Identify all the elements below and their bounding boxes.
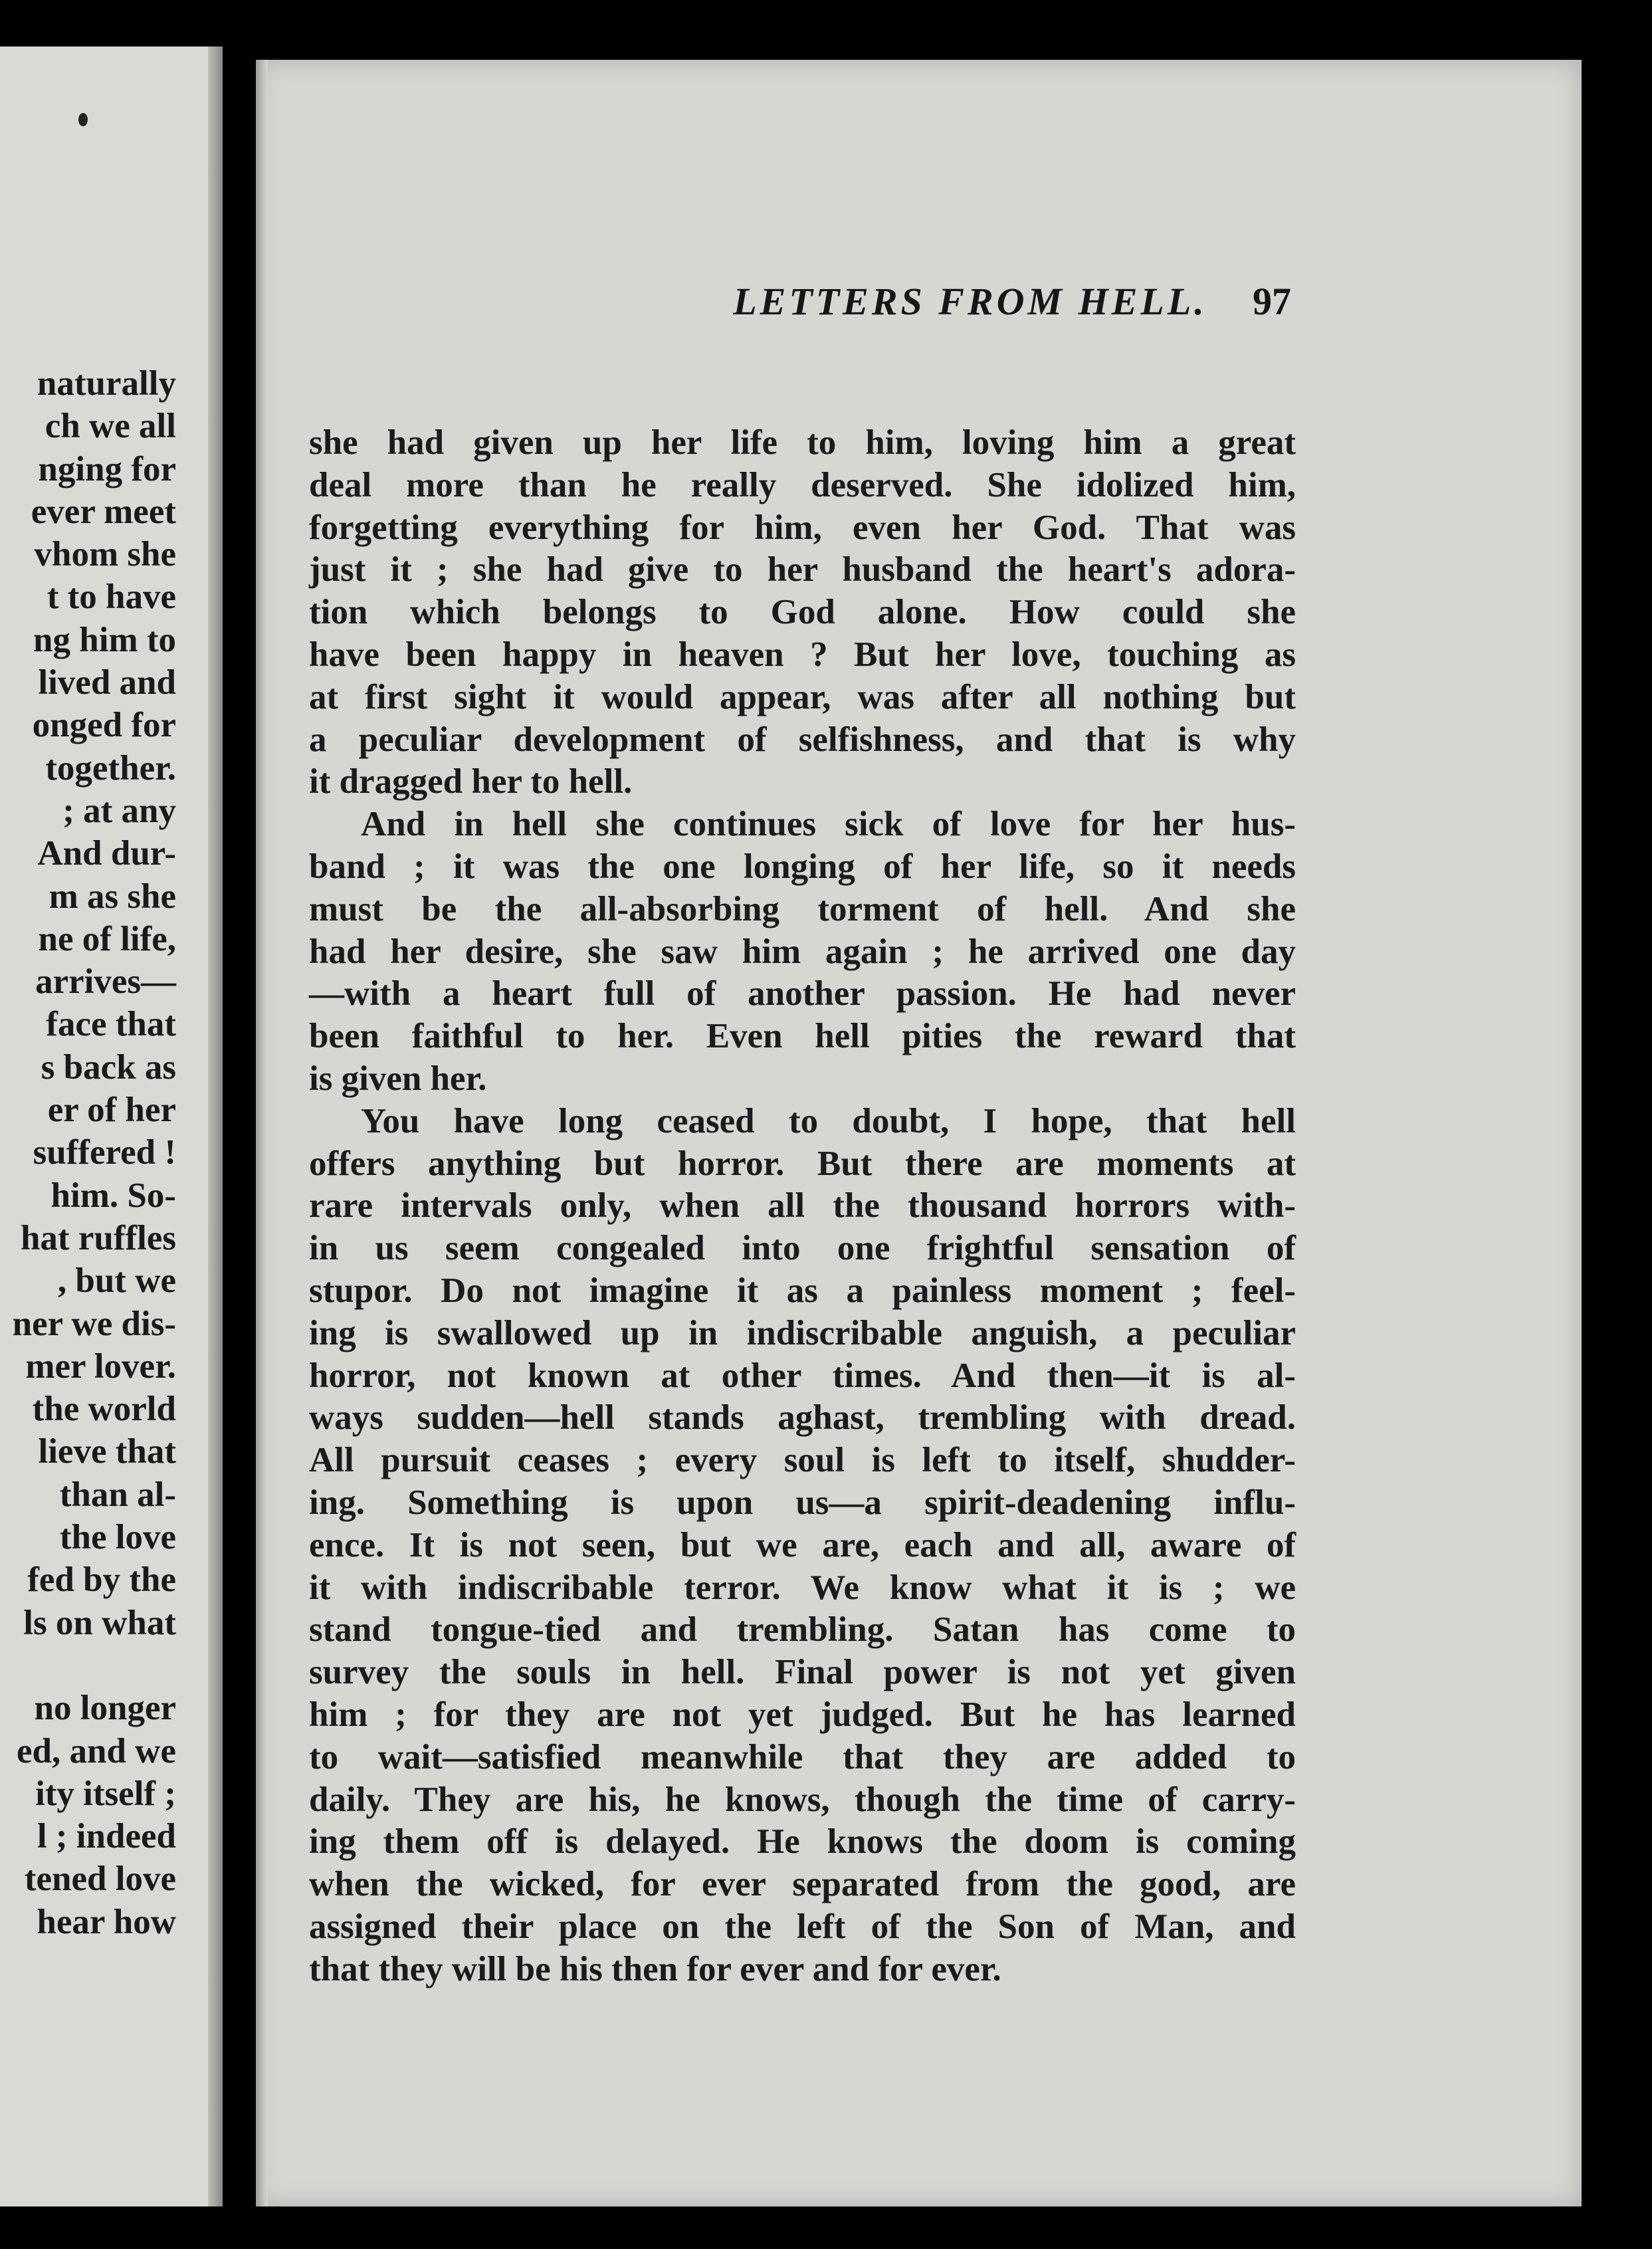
previous-page-line: , but we <box>57 1261 176 1301</box>
previous-page-line: hat ruffles <box>20 1218 176 1257</box>
text-line: a peculiar development of selfishness, and that is why <box>309 720 1296 759</box>
previous-page-line: nging for <box>38 449 176 488</box>
previous-page-line: ner we dis- <box>12 1304 176 1343</box>
previous-page-line: mer lover. <box>25 1346 176 1386</box>
previous-page-text <box>0 362 176 1943</box>
previous-page-line: m as she <box>49 877 176 916</box>
text-line: You have long ceased to doubt, I hope, that hell <box>361 1101 1296 1140</box>
text-line: him ; for they are not yet judged. But he has learned <box>309 1695 1296 1734</box>
text-line: stupor. Do not imagine it as a painless moment ; feel- <box>309 1271 1296 1310</box>
previous-page-line: ng him to <box>33 620 176 659</box>
previous-page-line: er of her <box>47 1091 176 1130</box>
previous-page-line: naturally <box>37 364 176 403</box>
previous-page-line <box>0 1644 176 1687</box>
text-line: have been happy in heaven ? But her love, touching as <box>309 635 1296 674</box>
text-line: to wait—satisfied meanwhile that they are added to <box>309 1737 1296 1776</box>
previous-page-line: no longer <box>34 1689 176 1728</box>
text-line: been faithful to her. Even hell pities the reward that <box>309 1017 1296 1056</box>
previous-page-line: ed, and we <box>16 1731 176 1770</box>
paragraph <box>309 422 1296 803</box>
text-line: it dragged her to hell. <box>309 762 633 802</box>
previous-page-line: t to have <box>47 578 176 617</box>
text-line: daily. They are his, he knows, though the time of carry- <box>309 1780 1296 1819</box>
text-line: in us seem congealed into one frightful sensation of <box>309 1229 1296 1268</box>
previous-page-line: ever meet <box>31 492 176 531</box>
text-line: just it ; she had give to her husband the heart's adora- <box>309 550 1296 589</box>
page-body-text <box>309 422 1296 1990</box>
page-gutter-shadow <box>208 47 223 2213</box>
book-page <box>256 60 1582 2206</box>
previous-page-line: him. So- <box>51 1176 176 1215</box>
previous-page-line: ls on what <box>23 1603 176 1642</box>
previous-page-line: And dur- <box>37 834 176 873</box>
text-line: offers anything but horror. But there are moments at <box>309 1144 1296 1183</box>
paragraph <box>309 1101 1296 1991</box>
text-line: band ; it was the one longing of her life, so it needs <box>309 847 1296 886</box>
ink-speck <box>78 113 88 126</box>
previous-page-fragment <box>0 47 223 2213</box>
previous-page-line: ne of life, <box>38 919 176 958</box>
text-line: must be the all-absorbing torment of hell. And she <box>309 889 1296 928</box>
text-line: All pursuit ceases ; every soul is left to itself, shudder- <box>309 1441 1296 1480</box>
text-line: ing. Something is upon us—a spirit-deadening influ- <box>309 1483 1296 1522</box>
text-line: tion which belongs to God alone. How could she <box>309 593 1296 632</box>
previous-page-line: than al- <box>59 1475 176 1514</box>
text-line: rare intervals only, when all the thousand horrors with- <box>309 1186 1296 1226</box>
previous-page-line: l ; indeed <box>37 1817 176 1856</box>
text-line: deal more than he really deserved. She idolized him, <box>309 465 1296 504</box>
inner-page-edge <box>256 60 268 2206</box>
paragraph <box>309 803 1296 1101</box>
text-line: that they will be his then for ever and for ever. <box>309 1949 1001 1988</box>
text-line: when the wicked, for ever separated from the good, are <box>309 1865 1296 1904</box>
previous-page-line: together. <box>45 748 176 788</box>
previous-page-line: ch we all <box>45 407 176 446</box>
previous-page-line: lived and <box>38 663 176 702</box>
text-line: horror, not known at other times. And then—it is al- <box>309 1356 1296 1395</box>
previous-page-line: face that <box>46 1005 176 1044</box>
text-line: ing them off is delayed. He knows the doom is coming <box>309 1822 1296 1862</box>
previous-page-line: hear how <box>37 1902 176 1941</box>
text-line: ence. It is not seen, but we are, each and all, aware of <box>309 1525 1296 1564</box>
text-line: survey the souls in hell. Final power is not yet given <box>309 1653 1296 1692</box>
previous-page-line: ; at any <box>62 791 176 830</box>
text-line: And in hell she continues sick of love for her hus- <box>361 805 1296 844</box>
text-line: stand tongue-tied and trembling. Satan has come to <box>309 1610 1296 1650</box>
previous-page-line: suffered ! <box>33 1133 176 1172</box>
text-line: ing is swallowed up in indiscribable anguish, a peculiar <box>309 1313 1296 1352</box>
text-line: she had given up her life to him, loving him a great <box>309 423 1296 462</box>
previous-page-line: the world <box>32 1390 176 1429</box>
previous-page-line: fed by the <box>27 1560 176 1600</box>
previous-page-line: tened love <box>24 1860 176 1899</box>
text-line: is given her. <box>309 1059 487 1098</box>
previous-page-line: ity itself ; <box>35 1774 176 1813</box>
text-line: at first sight it would appear, was after all nothing but <box>309 677 1296 716</box>
previous-page-line: arrives— <box>35 962 176 1002</box>
page-number: 97 <box>1253 280 1291 323</box>
previous-page-line: the love <box>59 1518 176 1557</box>
previous-page-line: onged for <box>32 706 176 745</box>
text-line: it with indiscribable terror. We know what it is ; we <box>309 1568 1296 1607</box>
text-line: had her desire, she saw him again ; he arrived one day <box>309 932 1296 971</box>
running-head <box>256 279 1582 332</box>
text-line: ways sudden—hell stands aghast, trembling with dread. <box>309 1398 1296 1438</box>
text-line: —with a heart full of another passion. He had never <box>309 974 1296 1014</box>
previous-page-line: s back as <box>41 1047 176 1087</box>
text-line: assigned their place on the left of the Son of Man, and <box>309 1907 1296 1946</box>
scan-border <box>0 2206 1652 2249</box>
running-head-title: LETTERS FROM HELL. <box>733 280 1207 323</box>
previous-page-line: vhom she <box>34 535 176 574</box>
previous-page-line: lieve that <box>38 1432 176 1471</box>
text-line: forgetting everything for him, even her God. That was <box>309 508 1296 547</box>
